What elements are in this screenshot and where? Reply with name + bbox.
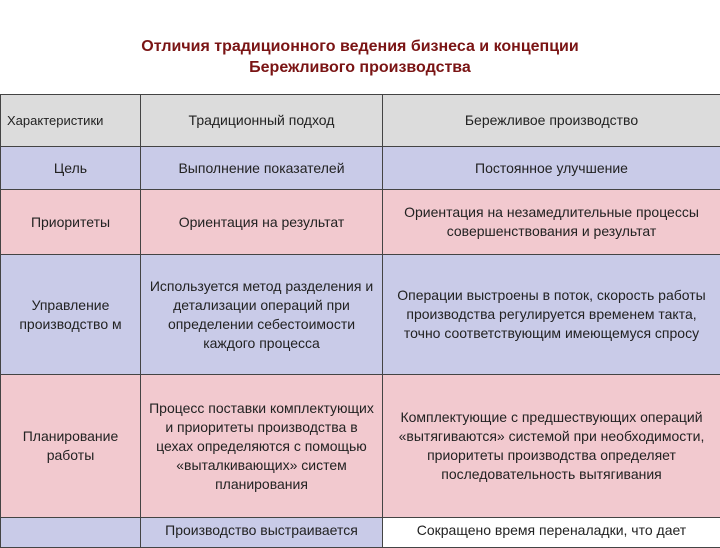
row-goal-lean: Постоянное улучшение [383, 147, 720, 190]
header-traditional: Традиционный подход [141, 95, 383, 147]
row-goal-characteristic: Цель [1, 147, 141, 190]
row-priorities-characteristic: Приоритеты [1, 190, 141, 255]
row-priorities-traditional: Ориентация на результат [141, 190, 383, 255]
row-partial-characteristic [1, 518, 141, 548]
comparison-table [0, 94, 720, 548]
title-line-2: Бережливого производства [249, 59, 471, 76]
row-planning-characteristic: Планирование работы [1, 375, 141, 518]
header-lean: Бережливое производство [383, 95, 720, 147]
row-partial-traditional: Производство выстраивается [141, 518, 383, 548]
header-characteristics: Характеристики [1, 95, 141, 147]
row-priorities-lean: Ориентация на незамедлительные процессы совершенствования и результат [383, 190, 720, 255]
row-goal-traditional: Выполнение показателей [141, 147, 383, 190]
row-planning-traditional: Процесс поставки комплектующих и приоритеты производства в цехах определяются с помощью «выталкивающих» систем планирования [141, 375, 383, 518]
row-management-traditional: Используется метод разделения и детализации операций при определении себестоимости каждого процесса [141, 255, 383, 375]
row-planning-lean: Комплектующие с предшествующих операций «вытягиваются» системой при необходимости, приоритеты производства определяет последовательность вытягивания [383, 375, 720, 518]
row-management-lean: Операции выстроены в поток, скорость работы производства регулируется временем такта, точно соответствующим имеющемуся спросу [383, 255, 720, 375]
row-partial-lean: Сокращено время переналадки, что дает [383, 518, 720, 548]
title-line-1: Отличия традиционного ведения бизнеса и концепции [141, 38, 579, 55]
row-management-characteristic: Управление производство м [1, 255, 141, 375]
page-title [0, 36, 720, 78]
